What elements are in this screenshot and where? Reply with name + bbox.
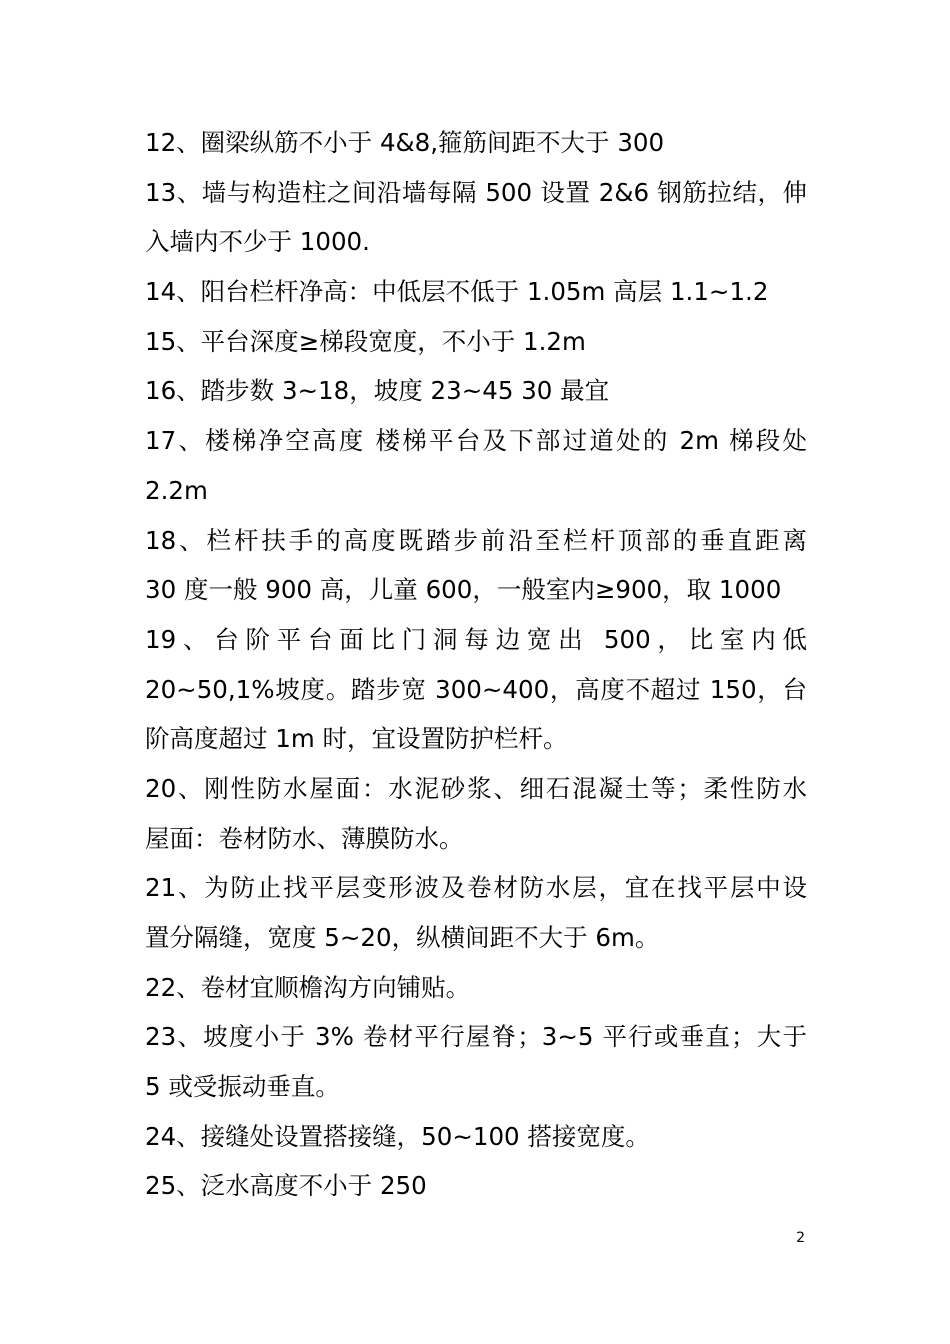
text-line: 阶高度超过 1m 时，宜设置防护栏杆。 xyxy=(145,724,568,754)
text-line: 5 或受振动垂直。 xyxy=(145,1072,340,1102)
text-line: 21、为防止找平层变形波及卷材防水层，宜在找平层中设 xyxy=(145,873,807,903)
text-line: 16、踏步数 3~18，坡度 23~45 30 最宜 xyxy=(145,376,610,406)
text-line: 20、刚性防水屋面：水泥砂浆、细石混凝土等；柔性防水 xyxy=(145,773,807,803)
text-line: 屋面：卷材防水、薄膜防水。 xyxy=(145,823,464,853)
text-line: 25、泛水高度不小于 250 xyxy=(145,1171,427,1201)
text-line: 17、楼梯净空高度 楼梯平台及下部过道处的 2m 梯段处 xyxy=(145,426,807,456)
text-line: 24、接缝处设置搭接缝，50~100 搭接宽度。 xyxy=(145,1121,650,1151)
text-line: 14、阳台栏杆净高：中低层不低于 1.05m 高层 1.1~1.2 xyxy=(145,277,769,307)
page-number: 2 xyxy=(796,1230,805,1246)
text-line: 20~50,1%坡度。踏步宽 300~400，高度不超过 150，台 xyxy=(145,674,807,704)
text-line: 置分隔缝，宽度 5~20，纵横间距不大于 6m。 xyxy=(145,923,660,952)
document-body xyxy=(145,118,807,1211)
text-line: 15、平台深度≥梯段宽度，不小于 1.2m xyxy=(145,326,586,356)
text-line: 18、栏杆扶手的高度既踏步前沿至栏杆顶部的垂直距离 xyxy=(145,525,807,555)
text-line: 入墙内不少于 1000. xyxy=(145,227,370,257)
text-line: 23、坡度小于 3% 卷材平行屋脊；3~5 平行或垂直；大于 xyxy=(145,1022,807,1052)
text-line: 22、卷材宜顺檐沟方向铺贴。 xyxy=(145,972,471,1002)
text-line: 30 度一般 900 高，儿童 600，一般室内≥900，取 1000 xyxy=(145,575,782,605)
text-line: 13、墙与构造柱之间沿墙每隔 500 设置 2&6 钢筋拉结，伸 xyxy=(145,177,807,207)
text-line: 19、台阶平台面比门洞每边宽出 500，比室内低 xyxy=(145,624,807,654)
text-line: 12、圈梁纵筋不小于 4&8,箍筋间距不大于 300 xyxy=(145,128,665,157)
text-line: 2.2m xyxy=(145,475,208,505)
